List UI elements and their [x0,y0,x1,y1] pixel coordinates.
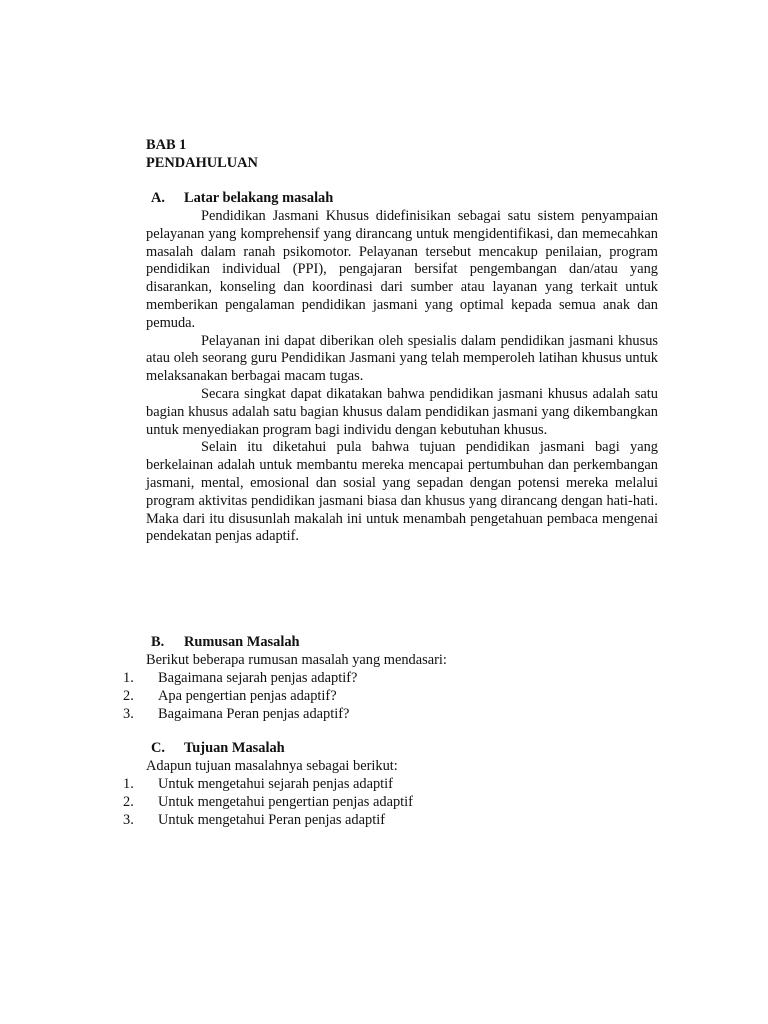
list-text: Bagaimana Peran penjas adaptif? [158,706,350,722]
section-a-heading [151,190,333,208]
section-b-title: Rumusan Masalah [184,634,300,650]
paragraph: Pelayanan ini dapat diberikan oleh spesialis dalam pendidikan jasmani khusus atau oleh seorang guru Pendidikan Jasmani yang telah memperoleh latihan khusus untuk melaksanakan berbagai macam tugas. [146,332,658,385]
section-a-body [146,208,658,546]
list-item [123,776,393,794]
chapter-label: BAB 1 [146,137,187,153]
list-item [123,794,413,812]
section-c-title: Tujuan Masalah [184,740,285,756]
section-c-letter: C. [151,740,165,756]
list-text: Untuk mengetahui sejarah penjas adaptif [158,776,393,792]
list-text: Untuk mengetahui Peran penjas adaptif [158,812,385,828]
paragraph: Secara singkat dapat dikatakan bahwa pendidikan jasmani khusus adalah satu bagian khusus adalah satu bagian khusus dalam pendidikan jasmani yang dikembangkan untuk menyediakan program bagi individu dengan kebutuhan khusus. [146,385,658,438]
list-number: 2. [123,794,134,810]
section-b-intro: Berikut beberapa rumusan masalah yang mendasari: [146,652,447,668]
list-number: 1. [123,776,134,792]
paragraph: Pendidikan Jasmani Khusus didefinisikan sebagai satu sistem penyampaian pelayanan yang komprehensif yang dirancang untuk mengidentifikasi, dan memecahkan masalah dalam ranah psikomotor. Pelayanan tersebut mencakup penilaian, program pendidikan individual (PPI), pengajaran bersifat pengembangan dan/atau yang disarankan, konseling dan koordinasi dari sumber atau layanan yang terkait untuk memberikan pengalaman pendidikan jasmani yang optimal kepada semua anak dan pemuda. [146,208,658,331]
list-number: 3. [123,812,134,828]
chapter-title: PENDAHULUAN [146,154,258,171]
list-item [123,706,349,724]
section-a-title: Latar belakang masalah [184,190,334,206]
list-item [123,670,357,688]
list-text: Bagaimana sejarah penjas adaptif? [158,670,358,686]
section-a-letter: A. [151,190,165,206]
list-number: 3. [123,706,134,722]
section-c-heading [151,740,285,758]
chapter-heading [146,137,658,173]
list-item [123,812,385,830]
list-text: Untuk mengetahui pengertian penjas adaptif [158,794,413,810]
list-item [123,688,337,706]
list-text: Apa pengertian penjas adaptif? [158,688,337,704]
paragraph: Selain itu diketahui pula bahwa tujuan pendidikan jasmani bagi yang berkelainan adalah untuk membantu mereka mencapai pertumbuhan dan perkembangan jasmani, mental, emosional dan sosial yang sepadan dengan potensi mereka melalui program aktivitas pendidikan jasmani biasa dan khusus yang dirancang dengan hati-hati. Maka dari itu disusunlah makalah ini untuk menambah pengetahuan pembaca mengenai pendekatan penjas adaptif. [146,439,658,545]
list-number: 2. [123,688,134,704]
list-number: 1. [123,670,134,686]
section-b-letter: B. [151,634,165,650]
section-b-heading [151,634,300,652]
section-c-intro: Adapun tujuan masalahnya sebagai berikut: [146,758,398,774]
